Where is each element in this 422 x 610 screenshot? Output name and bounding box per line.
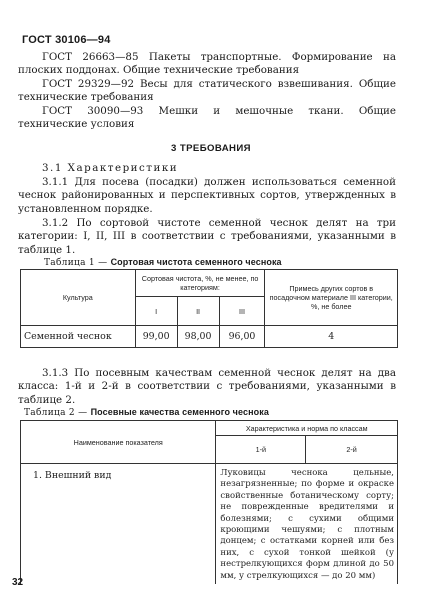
table-2-caption xyxy=(24,407,269,418)
table-2 xyxy=(20,420,398,584)
document-header: ГОСТ 30106—94 xyxy=(22,34,111,46)
subsection-heading: 3.1 Характеристики xyxy=(42,162,179,174)
table-1-header-culture: Культура xyxy=(21,270,136,326)
table-1-value-1: 99,00 xyxy=(135,326,177,348)
table-2-class-1: 1-й xyxy=(216,436,306,464)
reference-gost-29329: ГОСТ 29329—92 Весы для статического взвешивания. Общие технические требования xyxy=(18,78,396,104)
table-1-value-3: 96,00 xyxy=(219,326,265,348)
table-1 xyxy=(20,269,398,348)
section-title: 3 ТРЕБОВАНИЯ xyxy=(171,143,251,154)
table-1-caption xyxy=(44,257,282,268)
table-2-row-1-description: Луковицы чеснока цельные, незагрязненные; по форме и окраске свойственные ботаническому сорту; не поврежденные вредителями и болезнями; с сухими общими кроющими чешуями; с плотным донцем; с остатками корней или без них, с сухой тонкой шейкой (у нестрелкующихся форм длиной до 50 мм, у стрелкующихся — до 20 мм) xyxy=(216,464,398,585)
paragraph-3-1-1: 3.1.1 Для посева (посадки) должен использоваться семенной чеснок районированных и перспективных сортов, утвержденных в установленном порядке. xyxy=(18,176,396,215)
table-1-caption-prefix: Таблица 1 — xyxy=(44,258,108,268)
table-1-category-3: III xyxy=(219,297,265,326)
table-2-class-2: 2-й xyxy=(306,436,398,464)
table-2-row-1-name: 1. Внешний вид xyxy=(21,464,216,585)
table-row xyxy=(21,464,398,585)
table-1-header-admixture: Примесь других сортов в посадочном материале III категории, %, не более xyxy=(265,270,398,326)
table-1-admixture-value: 4 xyxy=(265,326,398,348)
reference-gost-26663: ГОСТ 26663—85 Пакеты транспортные. Формирование на плоских поддонах. Общие технические требования xyxy=(18,51,396,77)
reference-gost-30090: ГОСТ 30090—93 Мешки и мешочные ткани. Общие технические условия xyxy=(18,105,396,131)
table-1-culture-cell: Семенной чеснок xyxy=(21,326,136,348)
table-1-category-2: II xyxy=(177,297,219,326)
paragraph-3-1-3: 3.1.3 По посевным качествам семенной чеснок делят на два класса: 1-й и 2-й в соответствии с требованиями, указанными в таблице 2. xyxy=(18,367,396,406)
table-1-caption-title: Сортовая чистота семенного чеснока xyxy=(110,257,282,267)
table-1-value-2: 98,00 xyxy=(177,326,219,348)
table-1-category-1: I xyxy=(135,297,177,326)
table-row xyxy=(21,326,398,348)
paragraph-3-1-2: 3.1.2 По сортовой чистоте семенной чеснок делят на три категории: I, II, III в соответствии с требованиями, указанными в таблице 1. xyxy=(18,217,396,256)
page-number: 32 xyxy=(12,577,24,588)
table-2-header-indicator: Наименование показателя xyxy=(21,421,216,464)
table-2-caption-title: Посевные качества семенного чеснока xyxy=(90,407,269,417)
table-2-caption-prefix: Таблица 2 — xyxy=(24,408,88,418)
table-2-header-norm: Характеристика и норма по классам xyxy=(216,421,398,436)
table-1-header-purity: Сортовая чистота, %, не менее, по категориям: xyxy=(135,270,265,297)
